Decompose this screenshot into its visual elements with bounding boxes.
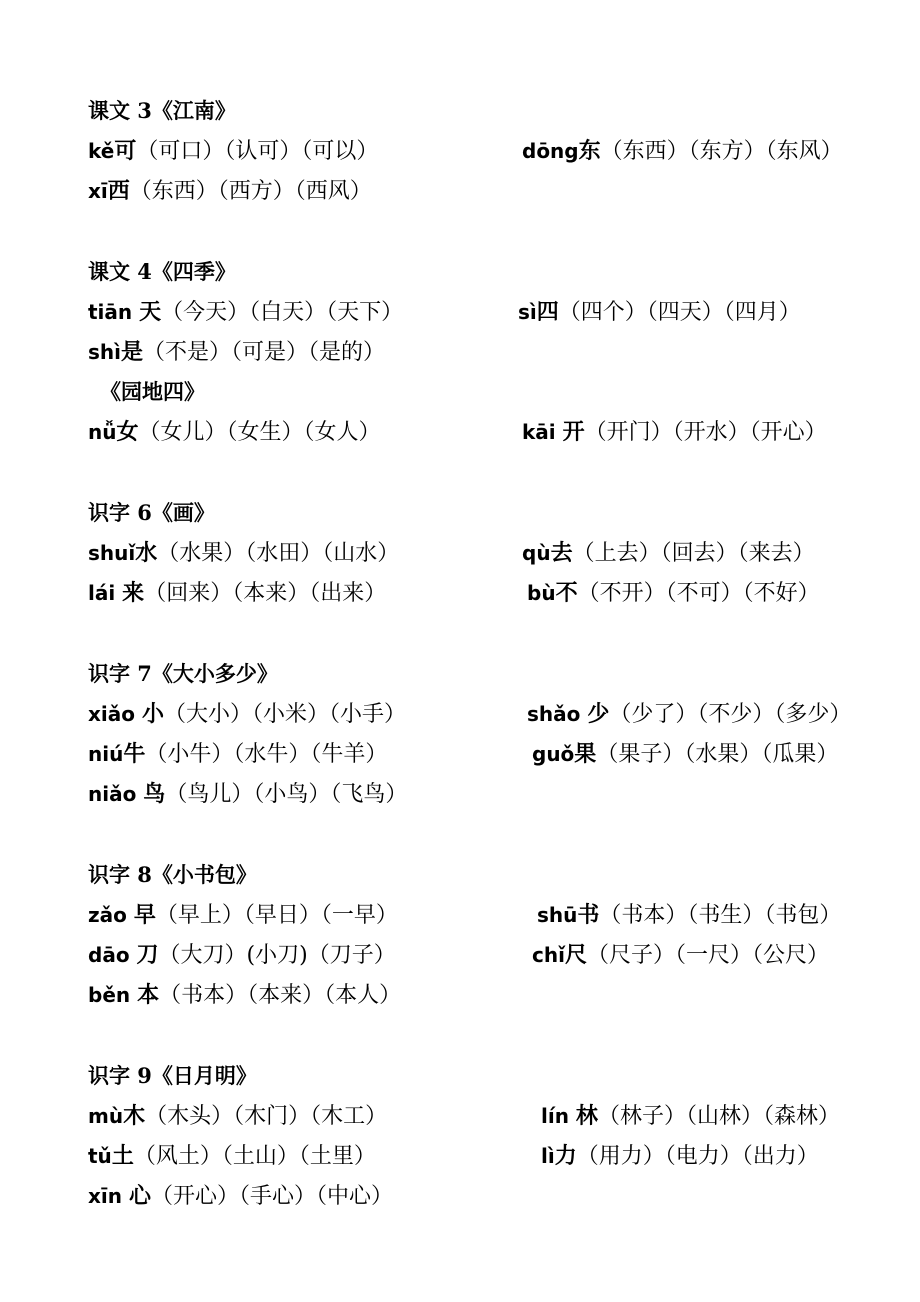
vocab-entry (527, 579, 820, 608)
word-list: （开门）（开水）（开心） (584, 420, 827, 445)
word-list: （书本）（本来）（本人） (159, 983, 402, 1008)
word-list: （女儿）（女生）（女人） (138, 420, 381, 445)
vocab-entry (522, 418, 827, 447)
character: 尺 (564, 942, 587, 968)
pinyin: guǒ (532, 742, 575, 766)
vocab-entry (88, 941, 396, 970)
word-list: （尺子）（一尺）（公尺） (586, 943, 829, 968)
word-list: （开心）（手心）（中心） (150, 1184, 393, 1209)
character: 果 (574, 741, 597, 767)
vocab-entry (88, 338, 385, 367)
pinyin: tiān (88, 300, 140, 324)
vocab-entry (88, 579, 386, 608)
lesson-heading: 识字 6《画》 (88, 500, 215, 525)
vocab-entry (518, 298, 801, 327)
character: 刀 (136, 942, 159, 968)
character: 女 (116, 419, 139, 445)
pinyin: tǔ (88, 1144, 112, 1168)
word-list: （早上）（早日）（一早） (155, 903, 398, 928)
vocab-entry (88, 700, 406, 729)
pinyin: xīn (88, 1184, 129, 1208)
word-list: （书本）（书生）（书包） (599, 903, 842, 928)
vocab-entry (541, 1142, 819, 1171)
word-list: （风土）（土山）（土里） (133, 1144, 376, 1169)
word-list: （不是）（可是）（是的） (143, 340, 386, 365)
pinyin: kāi (522, 420, 563, 444)
vocab-entry (88, 1102, 387, 1131)
vocab-entry (541, 1102, 840, 1131)
lesson-heading: 识字 7《大小多少》 (88, 661, 278, 686)
word-list: （少了）（不少）（多少） (609, 702, 852, 727)
character: 开 (562, 419, 585, 445)
vocab-entry (88, 137, 378, 166)
pinyin: lín (541, 1104, 576, 1128)
pinyin: kě (88, 139, 115, 163)
vocab-entry (88, 539, 399, 568)
pinyin: bù (527, 581, 556, 605)
character: 林 (575, 1103, 598, 1129)
vocab-entry (88, 418, 381, 447)
pinyin: běn (88, 983, 138, 1007)
vocab-entry (88, 1182, 393, 1211)
pinyin: qù (522, 541, 551, 565)
character: 小 (141, 701, 164, 727)
pinyin: niú (88, 742, 124, 766)
character: 四 (536, 299, 559, 325)
vocab-entry (532, 941, 829, 970)
character: 本 (137, 982, 160, 1008)
vocab-entry (522, 137, 843, 166)
vocab-entry (522, 539, 815, 568)
character: 书 (577, 902, 600, 928)
vocab-entry (532, 740, 838, 769)
character: 木 (123, 1103, 146, 1129)
word-list: （水果）（水田）（山水） (157, 541, 400, 566)
vocab-entry (88, 901, 398, 930)
character: 鸟 (143, 781, 166, 807)
character: 天 (139, 299, 162, 325)
vocab-entry (88, 740, 387, 769)
pinyin: nǚ (88, 420, 117, 444)
pinyin: lì (541, 1144, 555, 1168)
word-list: （不开）（不可）（不好） (577, 581, 820, 606)
word-list: （大刀）(小刀)（刀子） (158, 943, 396, 968)
word-list: （上去）（回去）（来去） (572, 541, 815, 566)
lesson-heading: 课文 3《江南》 (88, 98, 236, 123)
character: 不 (555, 580, 578, 606)
character: 来 (122, 580, 145, 606)
word-list: （今天）（白天）（天下） (161, 300, 404, 325)
word-list: （可口）（认可）（可以） (136, 139, 379, 164)
word-list: （回来）（本来）（出来） (144, 581, 387, 606)
word-list: （果子）（水果）（瓜果） (596, 742, 839, 767)
pinyin: shǎo (527, 702, 588, 726)
pinyin: xī (88, 179, 108, 203)
lesson-heading: 识字 9《日月明》 (88, 1063, 257, 1088)
pinyin: xiǎo (88, 702, 142, 726)
word-list: （木头）（木门）（木工） (145, 1104, 388, 1129)
character: 是 (121, 339, 144, 365)
pinyin: dāo (88, 943, 137, 967)
vocab-entry (88, 177, 372, 206)
character: 土 (111, 1143, 134, 1169)
character: 可 (114, 138, 137, 164)
vocab-entry (88, 981, 401, 1010)
word-list: （小牛）（水牛）（牛羊） (145, 742, 388, 767)
lesson-subheading: 《园地四》 (100, 379, 205, 404)
character: 少 (587, 701, 610, 727)
vocab-entry (537, 901, 841, 930)
pinyin: niǎo (88, 782, 144, 806)
pinyin: lái (88, 581, 123, 605)
word-list: （林子）（山林）（森林） (597, 1104, 840, 1129)
lesson-heading: 课文 4《四季》 (88, 259, 236, 284)
word-list: （东西）（东方）（东风） (600, 139, 843, 164)
character: 心 (128, 1183, 151, 1209)
character: 去 (550, 540, 573, 566)
pinyin: shì (88, 340, 121, 364)
character: 牛 (123, 741, 146, 767)
pinyin: zǎo (88, 903, 134, 927)
character: 水 (135, 540, 158, 566)
word-list: （四个）（四天）（四月） (558, 300, 801, 325)
character: 西 (107, 178, 130, 204)
pinyin: shū (537, 903, 578, 927)
vocab-entry (88, 298, 403, 327)
vocab-entry (527, 700, 851, 729)
pinyin: mù (88, 1104, 124, 1128)
pinyin: dōng (522, 139, 579, 163)
word-list: （鸟儿）（小鸟）（飞鸟） (165, 782, 408, 807)
character: 力 (554, 1143, 577, 1169)
word-list: （东西）（西方）（西风） (129, 179, 372, 204)
character: 东 (578, 138, 601, 164)
character: 早 (133, 902, 156, 928)
pinyin: chǐ (532, 943, 565, 967)
pinyin: shuǐ (88, 541, 136, 565)
word-list: （用力）（电力）（出力） (576, 1144, 819, 1169)
lesson-heading: 识字 8《小书包》 (88, 862, 257, 887)
word-list: （大小）（小米）（小手） (163, 702, 406, 727)
vocab-entry (88, 1142, 376, 1171)
vocab-entry (88, 780, 407, 809)
pinyin: sì (518, 300, 537, 324)
